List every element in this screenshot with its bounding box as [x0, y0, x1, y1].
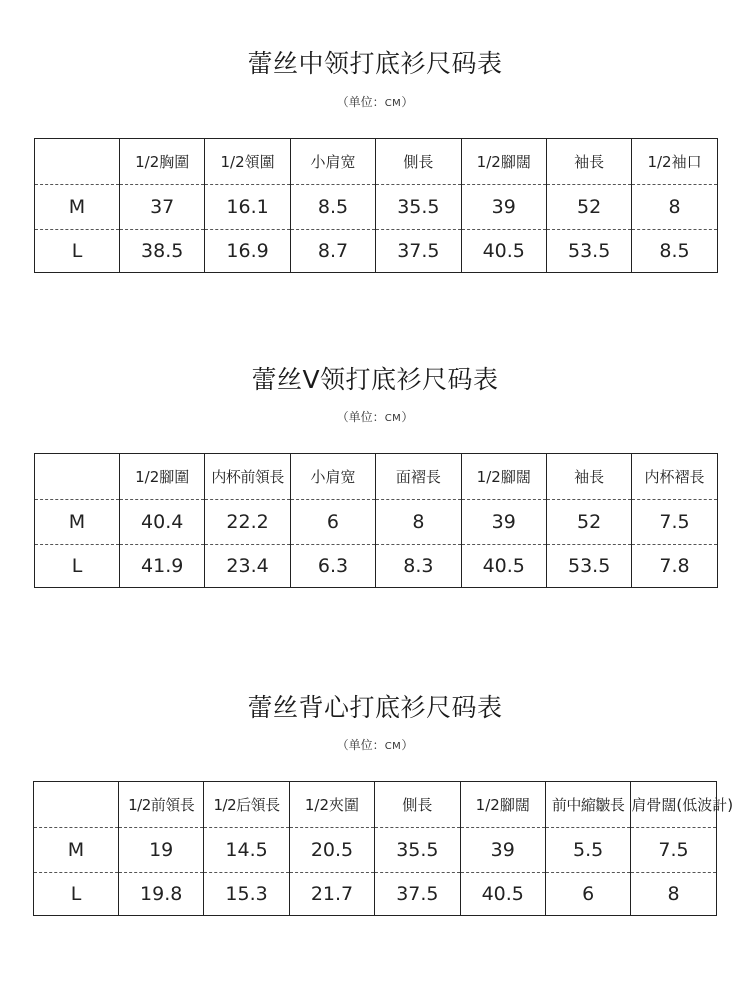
size-label: M	[35, 500, 120, 545]
size-label: M	[34, 828, 119, 873]
header-cell: 面褶長	[376, 454, 461, 500]
table-cell: 8.5	[632, 230, 717, 273]
unit-prefix: （单位：	[336, 738, 385, 752]
table-cell: 7.5	[631, 828, 716, 873]
table-cell: 8.3	[376, 545, 461, 588]
header-cell: 1/2領圍	[205, 139, 290, 185]
table-cell: 7.8	[632, 545, 717, 588]
unit-prefix: （单位：	[336, 95, 385, 109]
table-cell: 20.5	[289, 828, 374, 873]
header-cell: 袖長	[546, 454, 631, 500]
table-cell: 19.8	[119, 873, 204, 916]
table-cell: 23.4	[205, 545, 290, 588]
header-cell	[34, 782, 119, 828]
table-cell: 53.5	[546, 230, 631, 273]
header-cell: 前中縮皺長	[545, 782, 630, 828]
header-cell: 肩骨闊(低波計)	[631, 796, 734, 814]
header-cell: 1/2腳圍	[120, 454, 205, 500]
table-cell: 8	[632, 185, 717, 230]
unit-cm: CM	[384, 413, 402, 424]
table-cell: 8.7	[290, 230, 375, 273]
table-cell: 40.5	[461, 230, 546, 273]
table-cell: 16.1	[205, 185, 290, 230]
table-cell: 8	[631, 873, 716, 916]
unit-prefix: （单位：	[336, 410, 385, 424]
table-cell: 6.3	[290, 545, 375, 588]
header-cell: 側長	[376, 139, 461, 185]
table-cell: 5.5	[545, 828, 630, 873]
table-cell: 38.5	[120, 230, 205, 273]
size-chart-title: 蕾丝背心打底衫尺码表	[247, 693, 503, 722]
table-cell: 39	[461, 500, 546, 545]
table-header-row	[35, 454, 718, 500]
table-cell: 40.4	[120, 500, 205, 545]
header-cell: 1/2后領長	[204, 782, 289, 828]
table-cell: 15.3	[204, 873, 289, 916]
table-header-row	[34, 782, 717, 828]
table-cell: 39	[461, 185, 546, 230]
header-cell: 1/2腳闊	[461, 454, 546, 500]
header-cell: 1/2腳闊	[461, 139, 546, 185]
size-table	[34, 453, 718, 588]
header-cell	[35, 139, 120, 185]
unit-suffix: ）	[401, 410, 414, 424]
unit-label	[0, 93, 750, 110]
table-cell: 22.2	[205, 500, 290, 545]
table-cell: 40.5	[461, 545, 546, 588]
header-cell: 側長	[375, 782, 460, 828]
table-cell: 8	[376, 500, 461, 545]
header-cell: 1/2胸圍	[120, 139, 205, 185]
table-cell: 39	[460, 828, 545, 873]
table-cell: 8.5	[290, 185, 375, 230]
unit-cm: CM	[384, 741, 402, 752]
header-cell: 1/2腳闊	[460, 782, 545, 828]
table-row	[35, 500, 718, 545]
table-cell: 52	[546, 185, 631, 230]
table-row	[34, 873, 717, 916]
table-cell: 19	[119, 828, 204, 873]
unit-label	[0, 736, 750, 753]
table-cell: 52	[546, 500, 631, 545]
header-cell: 内杯前領長	[205, 454, 290, 500]
table-cell: 35.5	[376, 185, 461, 230]
size-chart-title: 蕾丝中领打底衫尺码表	[247, 49, 503, 78]
table-cell: 21.7	[289, 873, 374, 916]
size-label: L	[35, 230, 120, 273]
size-chart-title: 蕾丝V领打底衫尺码表	[251, 365, 499, 394]
header-cell: 袖長	[546, 139, 631, 185]
header-cell: 内杯褶長	[644, 468, 705, 486]
size-label: L	[34, 873, 119, 916]
table-cell: 35.5	[375, 828, 460, 873]
table-cell: 37.5	[375, 873, 460, 916]
table-cell: 53.5	[546, 545, 631, 588]
table-cell: 37.5	[376, 230, 461, 273]
size-label: M	[35, 185, 120, 230]
table-header-row	[35, 139, 718, 185]
table-cell: 6	[545, 873, 630, 916]
table-row	[35, 230, 718, 273]
table-row	[34, 828, 717, 873]
table-cell: 41.9	[120, 545, 205, 588]
header-cell: 1/2袖口	[647, 153, 702, 171]
size-table	[33, 781, 734, 916]
table-cell: 16.9	[205, 230, 290, 273]
size-table	[34, 138, 718, 273]
table-cell: 37	[120, 185, 205, 230]
size-label: L	[35, 545, 120, 588]
table-cell: 40.5	[460, 873, 545, 916]
table-row	[35, 545, 718, 588]
unit-suffix: ）	[401, 738, 414, 752]
table-cell: 14.5	[204, 828, 289, 873]
table-cell: 6	[290, 500, 375, 545]
header-cell: 小肩宽	[290, 454, 375, 500]
header-cell	[35, 454, 120, 500]
unit-label	[0, 408, 750, 425]
header-cell: 小肩宽	[290, 139, 375, 185]
table-row	[35, 185, 718, 230]
header-cell: 1/2前領長	[119, 782, 204, 828]
unit-cm: CM	[384, 98, 402, 109]
unit-suffix: ）	[401, 95, 414, 109]
header-cell: 1/2夾圍	[289, 782, 374, 828]
table-cell: 7.5	[632, 500, 717, 545]
